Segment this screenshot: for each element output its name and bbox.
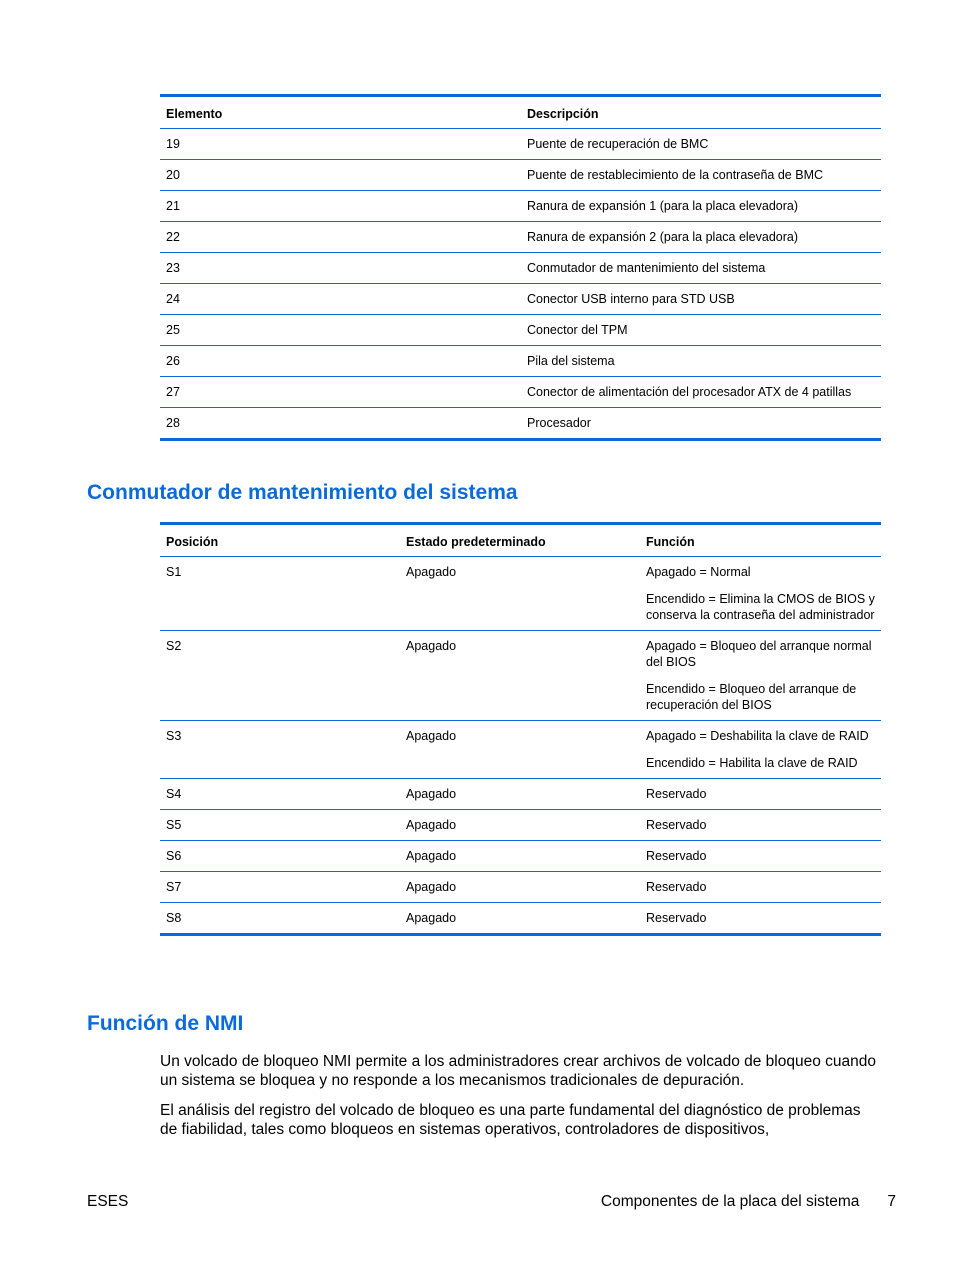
column-header-position: Posición bbox=[160, 524, 400, 557]
function-cell bbox=[640, 721, 881, 779]
table-row bbox=[160, 408, 881, 440]
default-state-cell: Apagado bbox=[400, 631, 640, 721]
table-row bbox=[160, 557, 881, 631]
function-line: Encendido = Habilita la clave de RAID bbox=[646, 756, 858, 770]
position-cell: S3 bbox=[160, 721, 400, 779]
table-row bbox=[160, 779, 881, 810]
position-cell: S1 bbox=[160, 557, 400, 631]
function-cell bbox=[640, 557, 881, 631]
table-row bbox=[160, 903, 881, 935]
position-cell: S5 bbox=[160, 810, 400, 841]
default-state-cell: Apagado bbox=[400, 721, 640, 779]
column-header-element: Elemento bbox=[160, 96, 521, 129]
element-cell: 19 bbox=[160, 129, 521, 160]
description-cell: Conmutador de mantenimiento del sistema bbox=[521, 253, 881, 284]
page-number: 7 bbox=[887, 1193, 896, 1210]
function-line: Apagado = Normal bbox=[646, 565, 751, 579]
function-line: Encendido = Elimina la CMOS de BIOS y conserva la contraseña del administrador bbox=[646, 592, 875, 622]
body-paragraph: El análisis del registro del volcado de bloqueo es una parte fundamental del diagnóstico de problemas de fiabilidad, tales como bloqueos en sistemas operativos, controladores de dispositivos, bbox=[160, 1102, 861, 1138]
element-cell: 21 bbox=[160, 191, 521, 222]
table-row bbox=[160, 631, 881, 721]
table-row bbox=[160, 346, 881, 377]
position-cell: S7 bbox=[160, 872, 400, 903]
element-cell: 25 bbox=[160, 315, 521, 346]
function-cell: Reservado bbox=[640, 872, 881, 903]
position-cell: S4 bbox=[160, 779, 400, 810]
position-cell: S2 bbox=[160, 631, 400, 721]
table-row bbox=[160, 129, 881, 160]
table-row bbox=[160, 191, 881, 222]
maintenance-switch-table bbox=[160, 522, 881, 936]
table-header-row bbox=[160, 524, 881, 557]
function-cell: Reservado bbox=[640, 841, 881, 872]
default-state-cell: Apagado bbox=[400, 841, 640, 872]
function-line: Apagado = Bloqueo del arranque normal del BIOS bbox=[646, 639, 872, 669]
footer-chapter-title: Componentes de la placa del sistema bbox=[600, 1193, 860, 1210]
position-cell: S8 bbox=[160, 903, 400, 935]
table-row bbox=[160, 284, 881, 315]
section-heading-nmi: Función de NMI bbox=[87, 1012, 244, 1035]
default-state-cell: Apagado bbox=[400, 779, 640, 810]
table-row bbox=[160, 721, 881, 779]
table-header-row bbox=[160, 96, 881, 129]
description-cell: Ranura de expansión 2 (para la placa elevadora) bbox=[521, 222, 881, 253]
column-header-default-state: Estado predeterminado bbox=[400, 524, 640, 557]
element-cell: 28 bbox=[160, 408, 521, 440]
footer-locale-code: ESES bbox=[87, 1193, 129, 1210]
element-cell: 20 bbox=[160, 160, 521, 191]
description-cell: Conector del TPM bbox=[521, 315, 881, 346]
description-cell: Conector de alimentación del procesador ATX de 4 patillas bbox=[521, 377, 881, 408]
component-table bbox=[160, 94, 881, 441]
footer-chapter-info bbox=[601, 1193, 896, 1211]
table-row bbox=[160, 222, 881, 253]
description-cell: Ranura de expansión 1 (para la placa elevadora) bbox=[521, 191, 881, 222]
table-row bbox=[160, 377, 881, 408]
function-cell bbox=[640, 631, 881, 721]
table-row bbox=[160, 841, 881, 872]
description-cell: Puente de restablecimiento de la contraseña de BMC bbox=[521, 160, 881, 191]
table-row bbox=[160, 253, 881, 284]
description-cell: Pila del sistema bbox=[521, 346, 881, 377]
body-paragraph: Un volcado de bloqueo NMI permite a los administradores crear archivos de volcado de bloqueo cuando un sistema se bloquea y no responde a los mecanismos tradicionales de depuración. bbox=[160, 1053, 876, 1089]
column-header-function: Función bbox=[640, 524, 881, 557]
element-cell: 27 bbox=[160, 377, 521, 408]
function-line: Apagado = Deshabilita la clave de RAID bbox=[646, 729, 869, 743]
position-cell: S6 bbox=[160, 841, 400, 872]
table-row bbox=[160, 810, 881, 841]
default-state-cell: Apagado bbox=[400, 903, 640, 935]
description-cell: Procesador bbox=[521, 408, 881, 440]
table-row bbox=[160, 872, 881, 903]
function-cell: Reservado bbox=[640, 903, 881, 935]
element-cell: 23 bbox=[160, 253, 521, 284]
element-cell: 22 bbox=[160, 222, 521, 253]
element-cell: 26 bbox=[160, 346, 521, 377]
element-cell: 24 bbox=[160, 284, 521, 315]
function-line: Encendido = Bloqueo del arranque de recuperación del BIOS bbox=[646, 682, 857, 712]
default-state-cell: Apagado bbox=[400, 557, 640, 631]
function-cell: Reservado bbox=[640, 779, 881, 810]
description-cell: Puente de recuperación de BMC bbox=[521, 129, 881, 160]
table-row bbox=[160, 160, 881, 191]
section-heading-maintenance-switch: Conmutador de mantenimiento del sistema bbox=[87, 481, 518, 504]
function-cell: Reservado bbox=[640, 810, 881, 841]
description-cell: Conector USB interno para STD USB bbox=[521, 284, 881, 315]
default-state-cell: Apagado bbox=[400, 810, 640, 841]
table-row bbox=[160, 315, 881, 346]
column-header-description: Descripción bbox=[521, 96, 881, 129]
default-state-cell: Apagado bbox=[400, 872, 640, 903]
